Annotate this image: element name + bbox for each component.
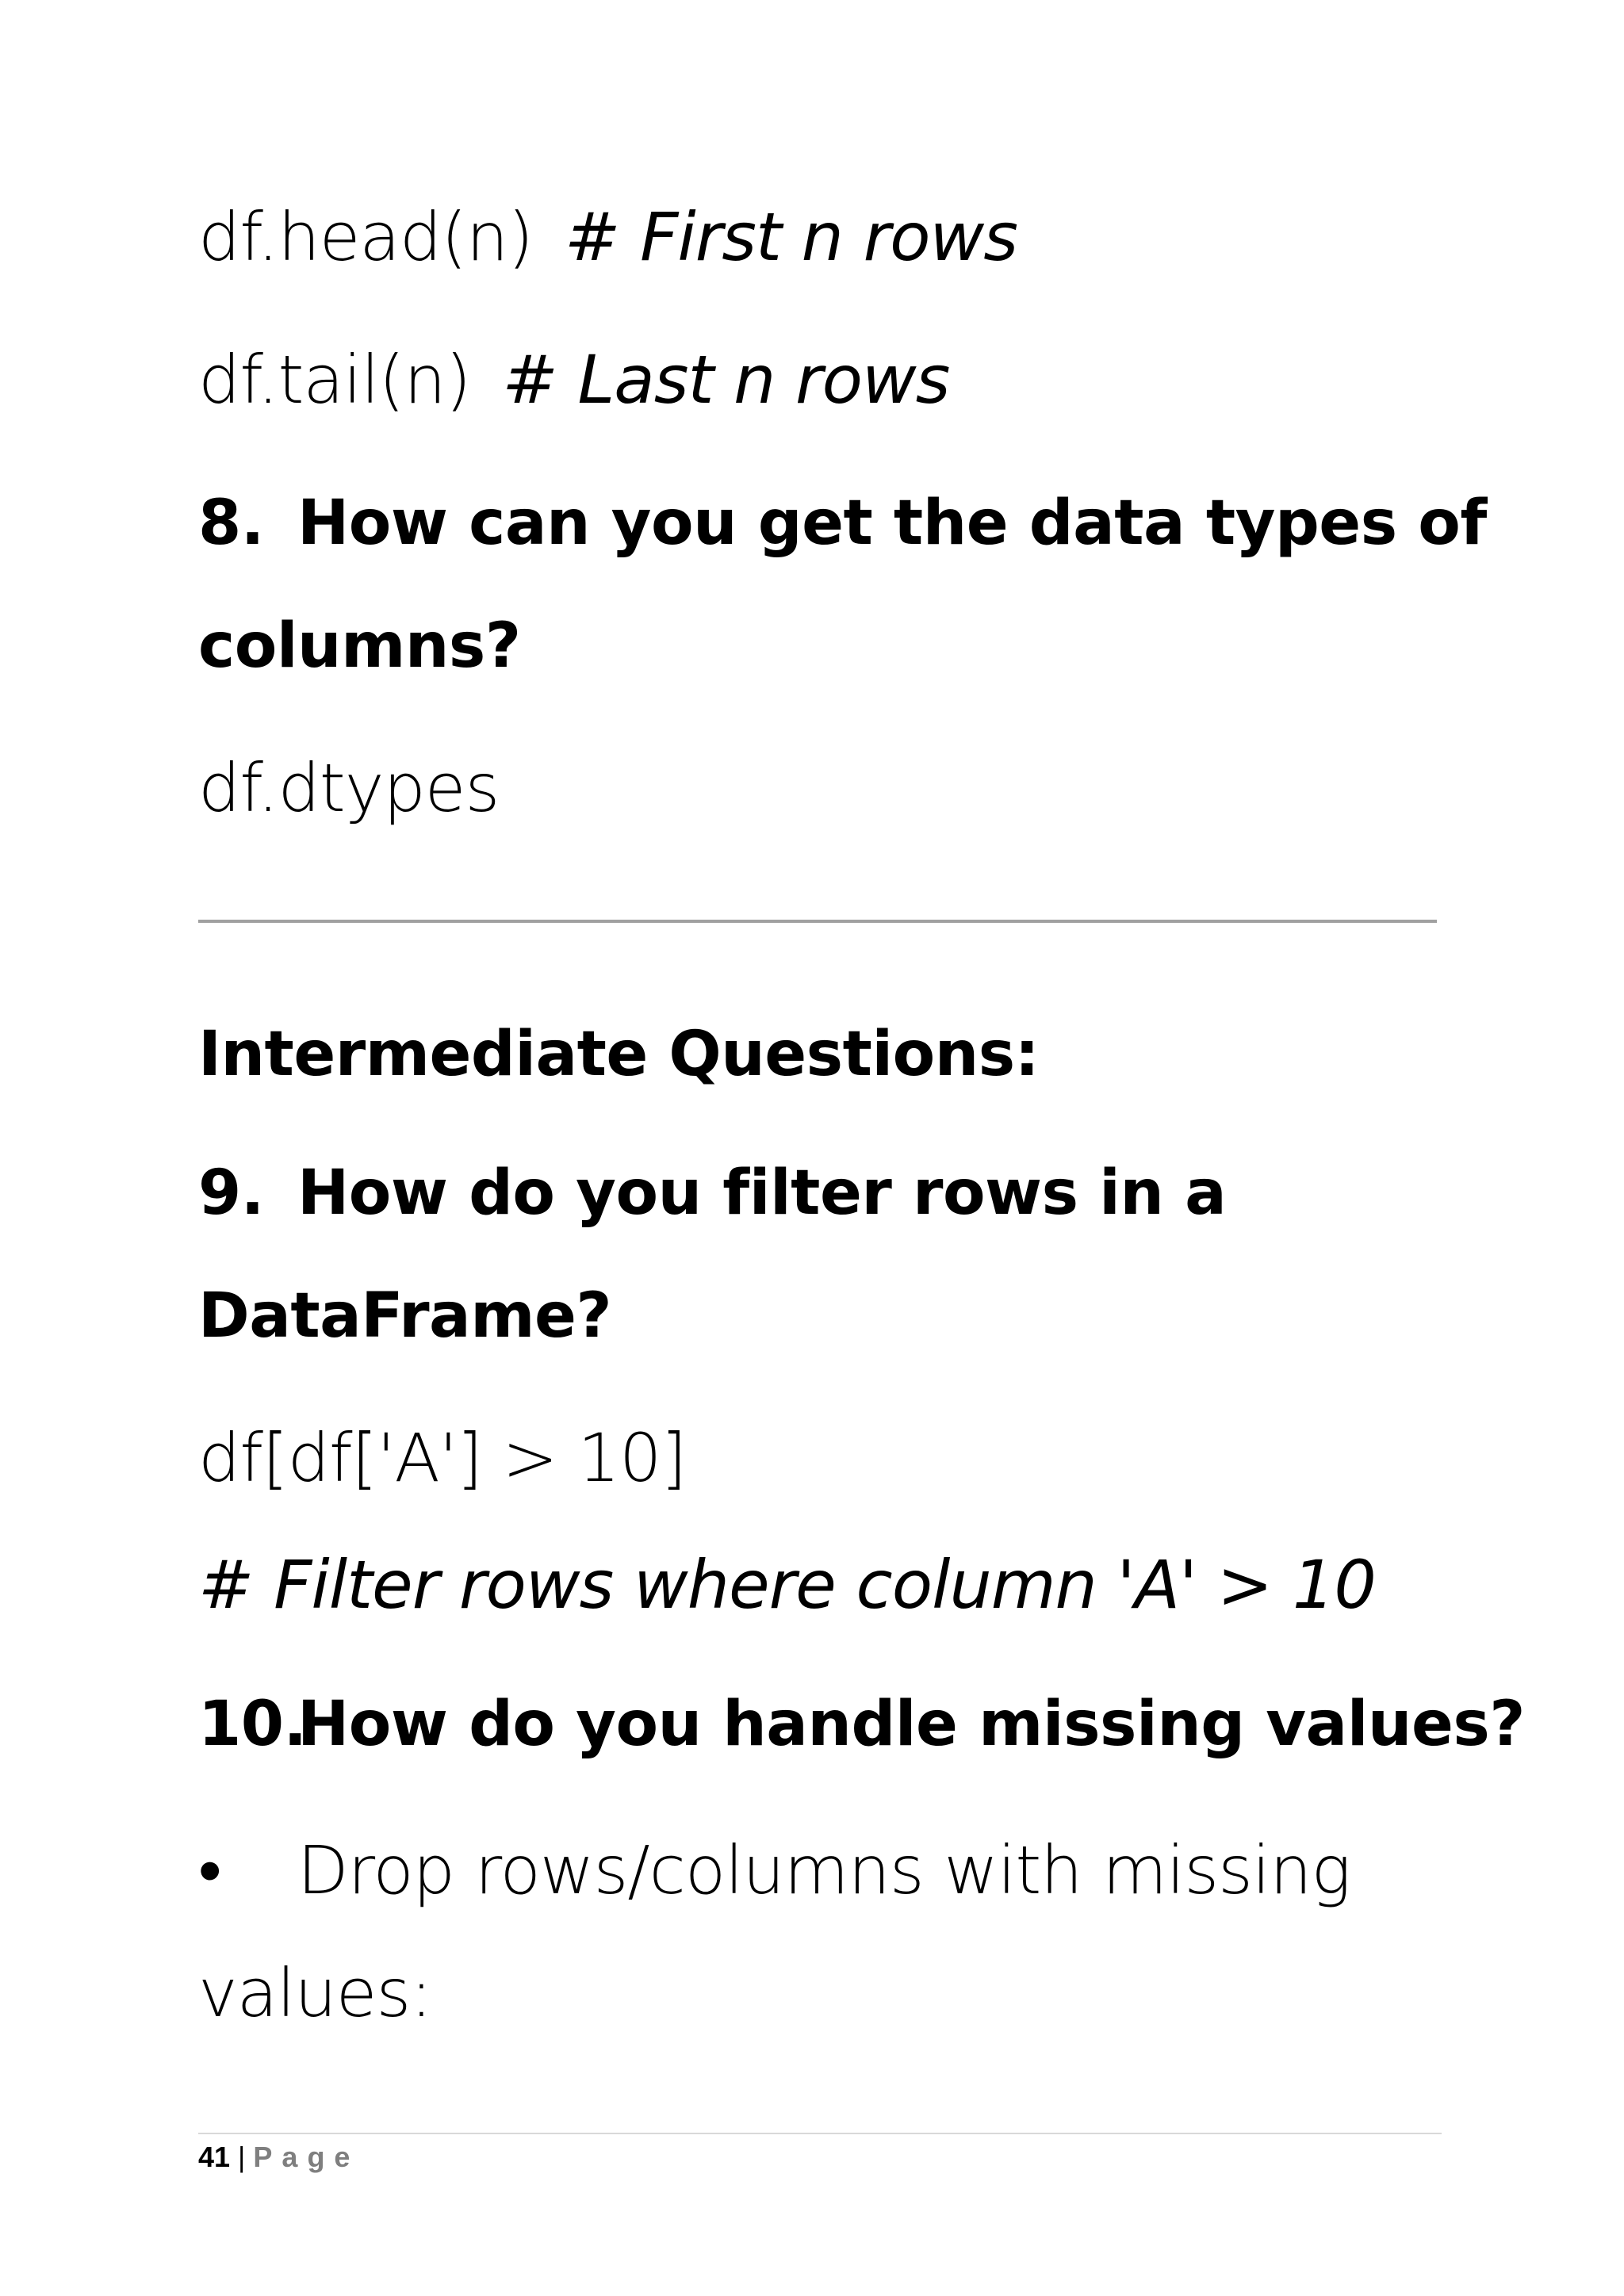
- question-text-cont: columns?: [198, 610, 521, 682]
- comment-line-filter: [198, 1546, 1376, 1624]
- comment-tail: # Last n rows: [502, 341, 950, 419]
- code-filter: df[df['A'] > 10]: [198, 1419, 687, 1497]
- question-8-heading: [198, 488, 1487, 559]
- question-text: How do you handle missing values?: [297, 1689, 1526, 1760]
- code-line-tail: [198, 341, 949, 419]
- page-label: Page: [253, 2141, 360, 2173]
- code-head: df.head(n): [198, 198, 533, 276]
- footer-separator: |: [238, 2141, 246, 2173]
- comment-head: # First n rows: [564, 198, 1017, 276]
- bullet-item: [198, 1831, 1350, 1909]
- question-9-heading-cont: [198, 1280, 611, 1352]
- question-9-heading: [198, 1158, 1226, 1229]
- code-line-filter: [198, 1419, 686, 1497]
- page-footer: [198, 2141, 359, 2174]
- section-title: [198, 1019, 1039, 1090]
- question-text: How can you get the data types of: [297, 488, 1487, 559]
- question-number: 10.: [198, 1689, 307, 1760]
- horizontal-divider: [198, 920, 1437, 923]
- question-text-cont: DataFrame?: [198, 1280, 612, 1352]
- comment-filter: # Filter rows where column 'A' > 10: [198, 1546, 1376, 1624]
- question-10-heading: [198, 1689, 1525, 1760]
- bullet-text: Drop rows/columns with missing: [297, 1831, 1350, 1909]
- bullet-text-cont: values:: [198, 1954, 432, 2032]
- question-number: 9.: [198, 1158, 264, 1229]
- code-line-dtypes: [198, 749, 499, 827]
- bullet-item-cont: [198, 1954, 432, 2032]
- code-line-head: [198, 198, 1017, 276]
- section-title-text: Intermediate Questions:: [198, 1019, 1040, 1090]
- code-tail: df.tail(n): [198, 341, 471, 419]
- page-number: 41: [198, 2141, 231, 2173]
- question-text: How do you filter rows in a: [297, 1158, 1227, 1229]
- code-dtypes: df.dtypes: [198, 749, 500, 827]
- bullet-icon: •: [198, 1831, 221, 1909]
- question-8-heading-cont: [198, 610, 521, 682]
- question-number: 8.: [198, 488, 264, 559]
- footer-rule: [198, 2133, 1442, 2134]
